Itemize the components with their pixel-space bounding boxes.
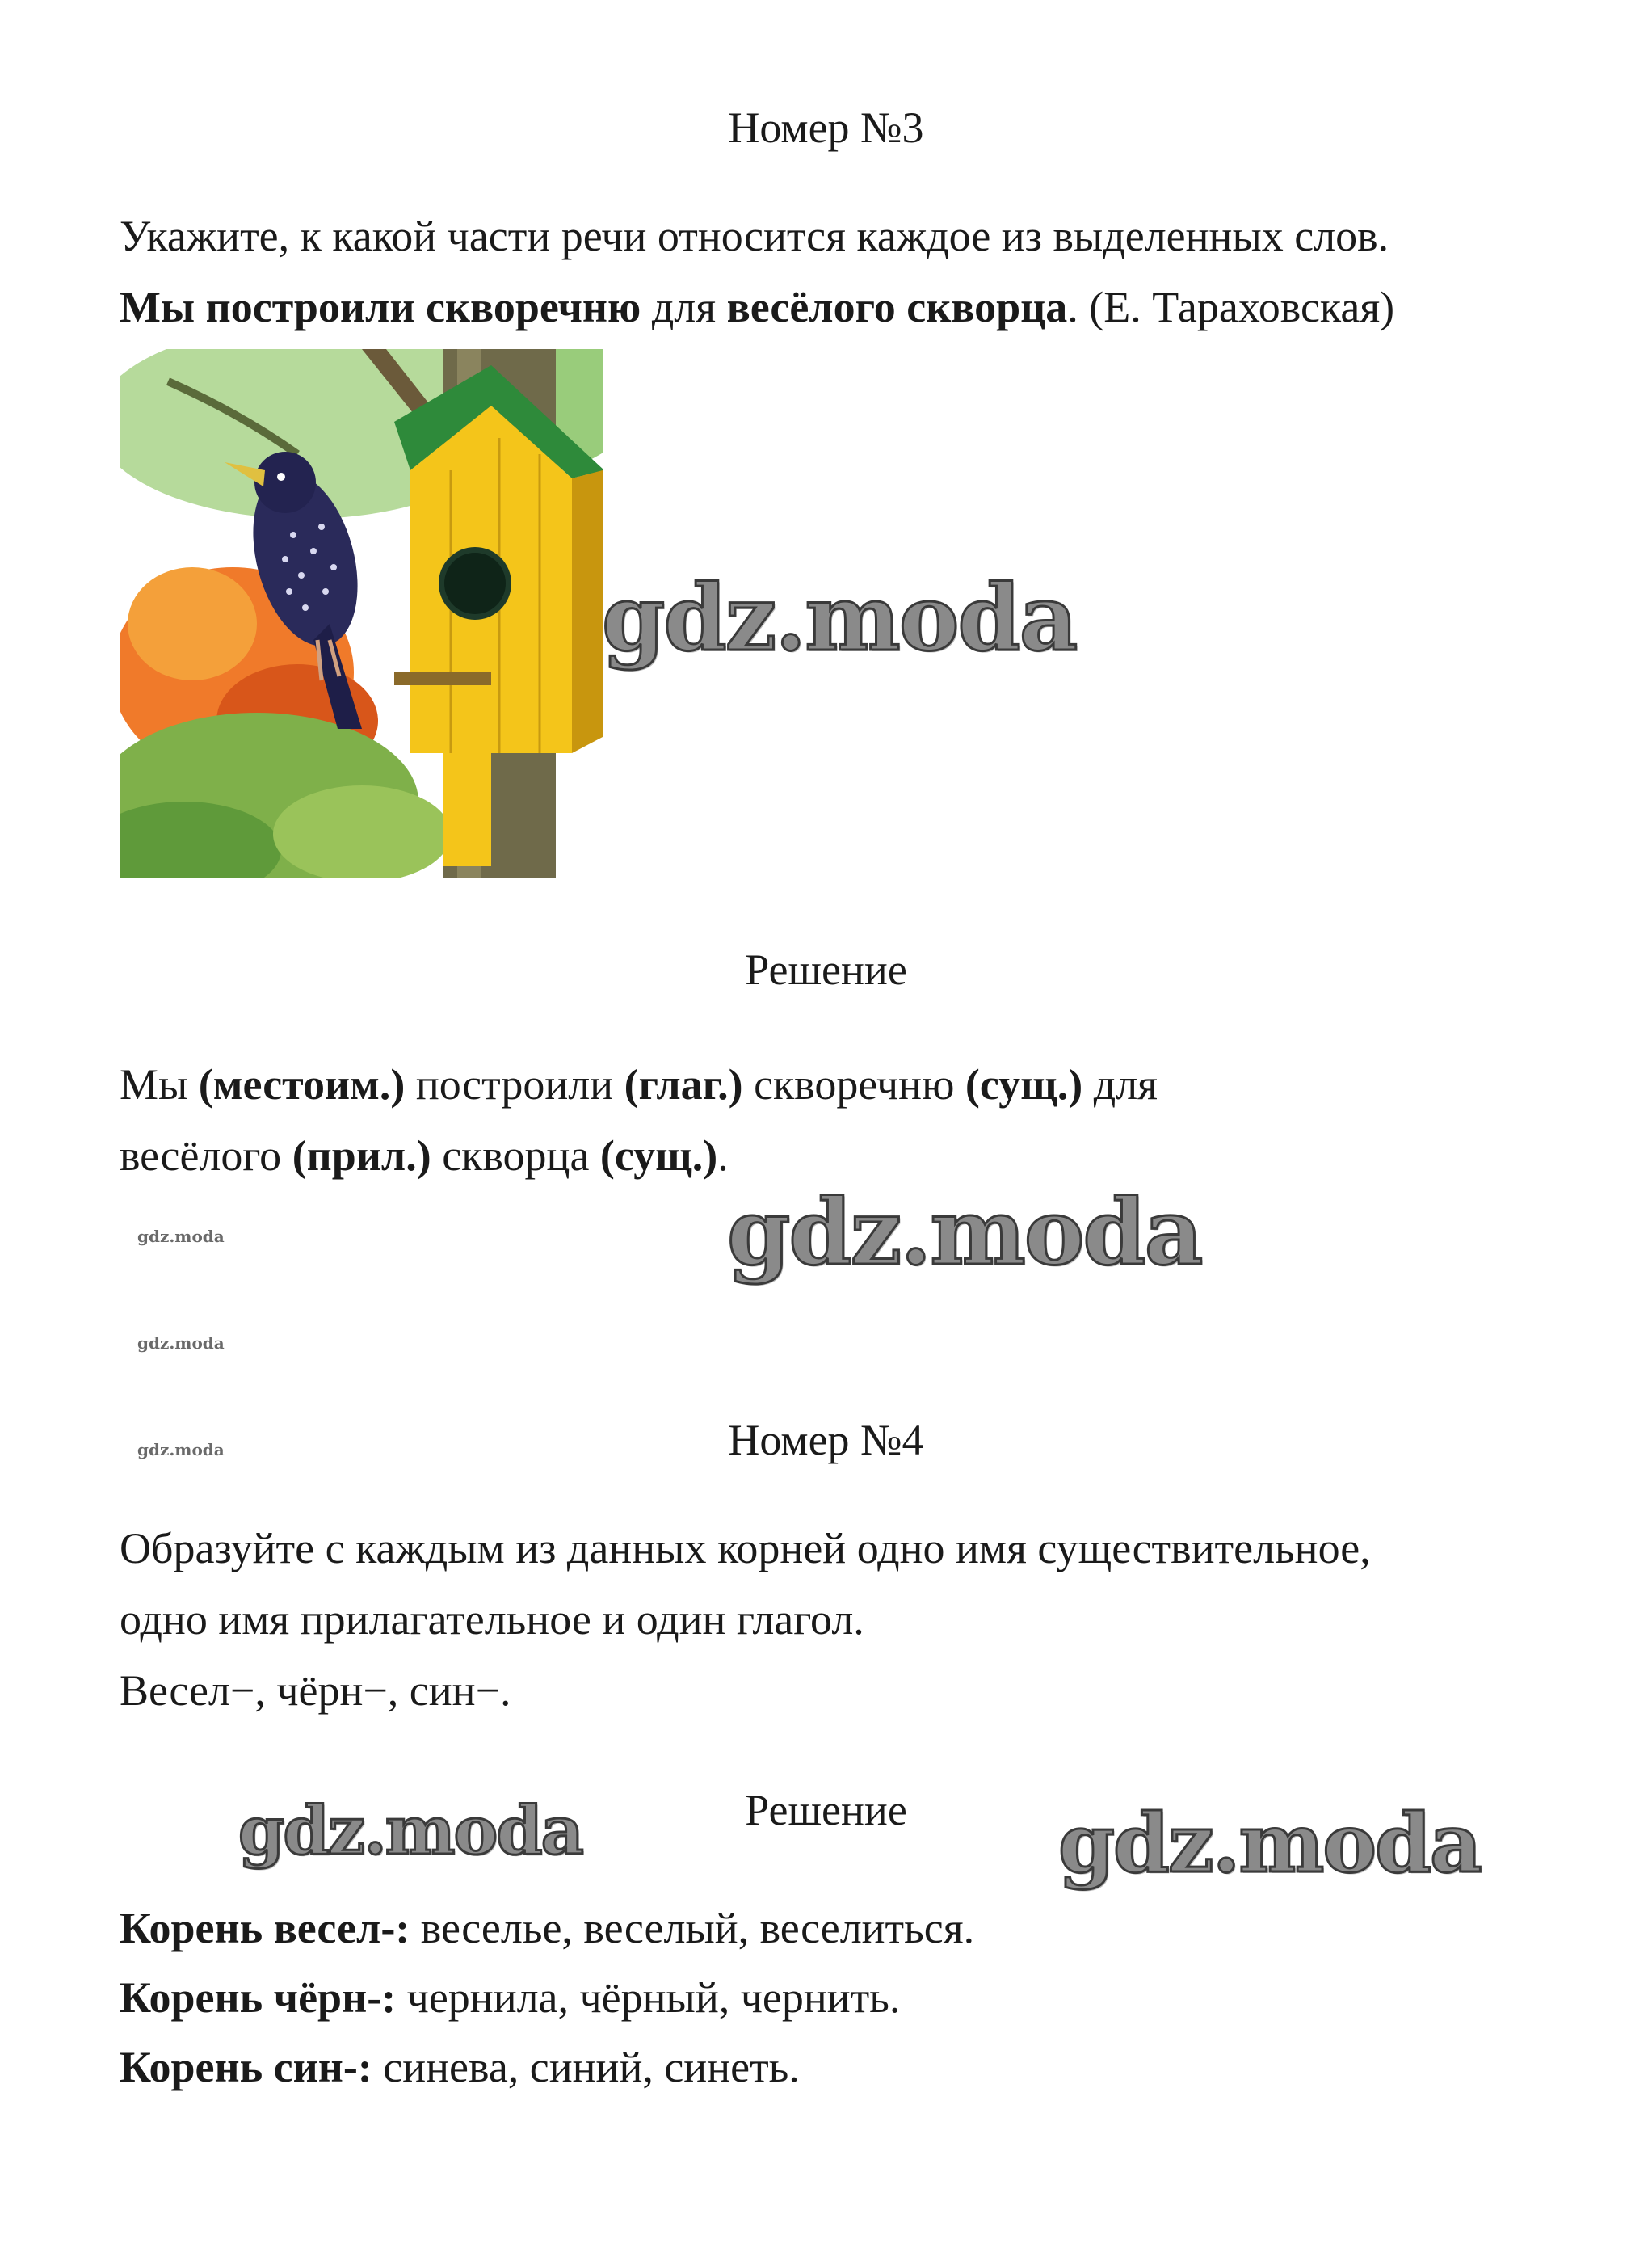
answer-word: Мы: [120, 1060, 199, 1109]
watermark-small-3: gdz.moda: [137, 1440, 225, 1459]
task4-answer-3: [120, 2041, 800, 2094]
task4-prompt-line-2: одно имя прилагательное и один глагол.: [120, 1595, 864, 1644]
root-words: синева, синий, синеть.: [372, 2043, 800, 2091]
task3-solution-heading: Решение: [745, 945, 907, 994]
task4-title: Номер №4: [728, 1416, 924, 1464]
root-label: Корень син-:: [120, 2043, 372, 2091]
task4-solution-heading: Решение: [745, 1786, 907, 1834]
task4-roots: Весел−, чёрн−, син−.: [120, 1666, 511, 1715]
root-words: веселье, веселый, веселиться.: [410, 1904, 975, 1952]
sentence-plain-1: для: [641, 283, 727, 331]
watermark-small-2: gdz.moda: [137, 1333, 225, 1353]
task3-answer-line-1: [120, 1059, 1158, 1111]
answer-word: для: [1082, 1060, 1158, 1109]
sentence-bold-1: Мы построили скворечню: [120, 283, 641, 331]
root-label: Корень весел-:: [120, 1904, 410, 1952]
task4-answer-2: [120, 1972, 900, 2024]
sentence-bold-2: весёлого скворца: [726, 283, 1068, 331]
answer-word: построили: [405, 1060, 624, 1109]
task3-sentence: [120, 281, 1394, 334]
root-label: Корень чёрн-:: [120, 1973, 397, 2022]
answer-word: скворца: [431, 1131, 600, 1180]
task3-title: Номер №3: [728, 103, 924, 152]
task4-prompt-line-1: Образуйте с каждым из данных корней одно имя существительное,: [120, 1524, 1371, 1572]
answer-word: скворечню: [742, 1060, 965, 1109]
answer-word: весёлого: [120, 1131, 292, 1180]
sentence-plain-2: . (Е. Тараховская): [1067, 283, 1395, 331]
answer-pos-label: (глаг.): [624, 1060, 743, 1109]
starling-birdhouse-illustration: [120, 349, 603, 878]
watermark-small-1: gdz.moda: [137, 1227, 225, 1246]
watermark-2: gdz.moda: [727, 1180, 1202, 1286]
answer-pos-label: (сущ.): [599, 1131, 718, 1180]
task3-answer-line-2: [120, 1130, 729, 1182]
task4-answer-1: [120, 1902, 974, 1955]
task3-prompt: Укажите, к какой части речи относится каждое из выделенных слов.: [120, 212, 1389, 260]
answer-pos-label: (местоим.): [198, 1060, 406, 1109]
watermark-3: gdz.moda: [238, 1792, 582, 1870]
answer-word: .: [717, 1131, 729, 1180]
watermark-4: gdz.moda: [1058, 1796, 1481, 1891]
watermark-1: gdz.moda: [602, 566, 1077, 672]
answer-pos-label: (прил.): [292, 1131, 431, 1180]
answer-pos-label: (сущ.): [965, 1060, 1083, 1109]
root-words: чернила, чёрный, чернить.: [396, 1973, 901, 2022]
